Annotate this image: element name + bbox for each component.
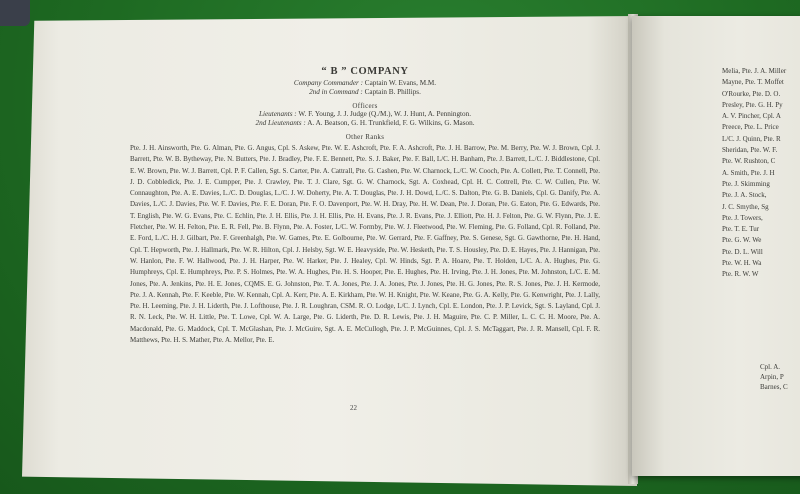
right-page-line: Presley, Pte. G. H. Py bbox=[722, 100, 783, 109]
right-page-line: Pte. D. L. Will bbox=[722, 247, 763, 256]
second-lieutenants-label: 2nd Lieutenants : bbox=[255, 119, 306, 127]
second-command-value: Captain B. Phillips. bbox=[364, 88, 421, 96]
other-ranks-list: Pte. J. H. Ainsworth, Pte. G. Alman, Pte. G. Angus, Cpl. S. Askew, Pte. W. E. Ashcroft, Pte. F. A. Ashcroft, Pte. J. H. Barrow, Pte. M. Berry, Pte. W. J. Brown, Cpl. J. Barrett, Pte. W. B. Bytheway, Pte. N. Butters, Pte. J. Bradley, Pte. F. E. Bennett, Pte. S. J. Baker, Pte. F. Ball, L/C. H. Banham, Pte. J. Barrett, L./C. J. Biddlestone, Cpl. E. W. Brown, Pte. W. J. Barrett, Cpl. P. F. Callen, Sgt. S. Carter, Pte. A. Cattrall, Pte. G. Cashen, Pte. W. Charnock, L./C. W. Cooch, Pte. A. Collett, Pte. T. Connell, Pte. J. D. Cobbledick, Pte. J. E. Cumpper, Pte. J. Crawley, Pte. T. J. Clare, Sgt. G. W. Charnock, Sgt. A. Coxhead, Cpl. H. C. Cottrell, Pte. C. W. Cullen, Pte. W. Connaughton, Pte. A. E. Davies, L./C. D. Douglas, L./C. J. W. Doherty, Pte. A. T. Douglas, Pte. J. H. Dowd, L./C. S. Dalton, Pte. G. B. Daniels, Cpl. G. Danify, Pte. A. Davies, L./C. J. Davies, Pte. W. F. Davies, Pte. F. E. Doran, Pte. F. O. Davenport, Pte. W. H. Dray, Pte. H. W. Dean, Pte. J. Doran, Pte. G. Eaton, Pte. G. Edwards, Pte. T. English, Pte. W. G. Evans, Pte. C. Echlin, Pte. J. H. Ellis, Pte. J. H. Ellis, Pte. H. Evans, Pte. J. R. Evans, Pte. J. Elliott, Pte. H. J. Felton, Pte. G. W. Flynn, Pte. J. E. Fletcher, Pte. W. H. Felton, Pte. E. R. Fell, Pte. B. Flynn, Pte. A. Foster, L/C. W. Formby, Pte. W. J. Fleetwood, Pte. W. Fleming, Pte. G. Folland, Cpl. R. Folland, Pte. E. Ford, L./C. H. J. Gilbart, Pte. F. Greenhalgh, Pte. W. Games, Pte. E. Golbourne, Pte. W. Gerrard, Pte. F. Gaffney, Pte. S. Genese, Sgt. G. Gawthorne, Pte. H. Hand, Cpl. T. Hepworth, Pte. J. Hallmark, Pte. W. R. Hilton, Cpl. J. Helsby, Sgt. W. E. Heavyside, Pte. W. Hesketh, Pte. T. S. Housley, Pte. D. E. Hayes, Pte. J. Hannigan, Pte. W. Hanlon, Pte. F. W. Hallwood, Pte. J. H. Harper, Pte. W. Harker, Pte. J. Healey, Cpl. W. Hinds, Sgt. P. A. Hoare, Pte. T. Holden, L/C. A. A. Hughes, Pte. G. Humphreys, Cpl. E. Humphreys, Pte. P. S. Holmes, Pte. W. A. Hughes, Pte. H. S. Hooper, Pte. E. Hughes, Pte. H. Irving, Pte. J. H. Jones, Pte. M. Johnston, L/C. E. M. Jones, Pte. A. Jenkins, Pte. H. E. Jones, CQMS. E. G. Johnston, Pte. T. A. Jones, Pte. J. A. Jones, Pte. J. Jones, Pte. H. G. Jones, Pte. R. S. Jones, Pte. J. H. Kermode, Pte. J. A. Kennah, Pte. F. Keeble, Pte. W. Kennah, Cpl. A. Kerr, Pte. A. E. Kirkham, Pte. W. H. Knight, Pte. W. Keane, Pte. G. A. Kelly, Pte. G. Kenwright, Pte. J. Lally, Pte. H. Leeming, Pte. J. H. Liderth, Pte. J. Lofthouse, Pte. J. R. Loughran, CSM. R. O. Lodge, L/C. J. Lynch, Cpl. E. London, Pte. J. P. Levick, Sgt. S. Layland, Cpl. J. R. N. Leck, Pte. W. H. Little, Pte. T. Lowe, Cpl. W. A. Large, Pte. G. Liderth, Pte. D. R. Lewis, Pte. J. H. Maguire, Pte. C. P. Miller, L. C. C. H. Moore, Pte. A. Macdonald, Pte. G. Maddock, Cpl. T. McGlashan, Pte. J. McGuire, Sgt. A. E. McCullogh, Pte. J. P. McGuinnes, Cpl. J. S. McTaggart, Pte. J. R. Mansell, Cpl. F. R. Matthews, Pte. H. S. Mather, Pte. A. Mellor, Pte. E. bbox=[130, 144, 600, 345]
right-page-text bbox=[722, 66, 786, 281]
right-page-lower-text bbox=[760, 362, 788, 392]
right-page-line: Pte. T. E. Tur bbox=[722, 225, 760, 234]
right-page-line: Pte. J. A. Stock, bbox=[722, 191, 767, 200]
right-page-line: Pte. R. W. W bbox=[722, 270, 759, 279]
second-command-line bbox=[130, 88, 600, 97]
right-page-line: Preece, Pte. L. Price bbox=[722, 123, 779, 132]
right-page-line: J. C. Smythe, Sg bbox=[722, 202, 769, 211]
right-page-line: Pte. G. W. We bbox=[722, 236, 762, 245]
right-page-lower-line: Arpin, P bbox=[760, 373, 784, 381]
right-page-lower-line: Cpl. A. bbox=[760, 363, 781, 371]
page-title: “ B ” COMPANY bbox=[321, 66, 409, 77]
lieutenants-value: W. F. Young, J. J. Judge (Q./M.), W. J. Hunt, A. Pennington. bbox=[298, 110, 472, 118]
right-page-line: O'Rourke, Pte. D. O. bbox=[722, 89, 781, 98]
officers-heading: Officers bbox=[352, 102, 378, 110]
right-page-line: Melia, Pte. J. A. Miller bbox=[722, 67, 787, 75]
lieutenants-line bbox=[130, 110, 600, 119]
second-command-label: 2nd in Command : bbox=[309, 88, 363, 96]
second-lieutenants-value: A. A. Beatson, G. H. Trunkfield, F. G. Wilkins, G. Mason. bbox=[307, 119, 475, 127]
corner-tab bbox=[0, 0, 30, 26]
page-number: 22 bbox=[350, 404, 357, 412]
right-page-line: Pte. W. H. Wa bbox=[722, 259, 762, 268]
right-page-line: Pte. J. Skimming bbox=[722, 179, 770, 188]
lieutenants-label: Lieutenants : bbox=[258, 110, 297, 118]
commander-value: Captain W. Evans, M.M. bbox=[364, 79, 437, 87]
right-page-lower-line: Barnes, C bbox=[760, 383, 788, 391]
other-ranks-heading: Other Ranks bbox=[345, 133, 385, 141]
right-page-line: Mayne, Pte. T. Moffet bbox=[722, 78, 784, 87]
commander-label: Company Commander : bbox=[293, 79, 363, 87]
right-page-line: A. Smith, Pte. J. H bbox=[722, 168, 775, 177]
right-page-line: L/C. J. Quinn, Pte. R bbox=[722, 134, 781, 143]
right-page-line: Pte. W. Rushton, C bbox=[722, 157, 776, 166]
second-lieutenants-line bbox=[130, 119, 600, 128]
right-page-line: Pte. J. Towers, bbox=[722, 213, 763, 222]
company-roll bbox=[130, 66, 600, 346]
right-page-line: Sheridan, Pte. W. F. bbox=[722, 146, 778, 155]
right-page-line: A. V. Pincher, Cpl. A bbox=[722, 112, 781, 121]
commander-line bbox=[130, 79, 600, 88]
